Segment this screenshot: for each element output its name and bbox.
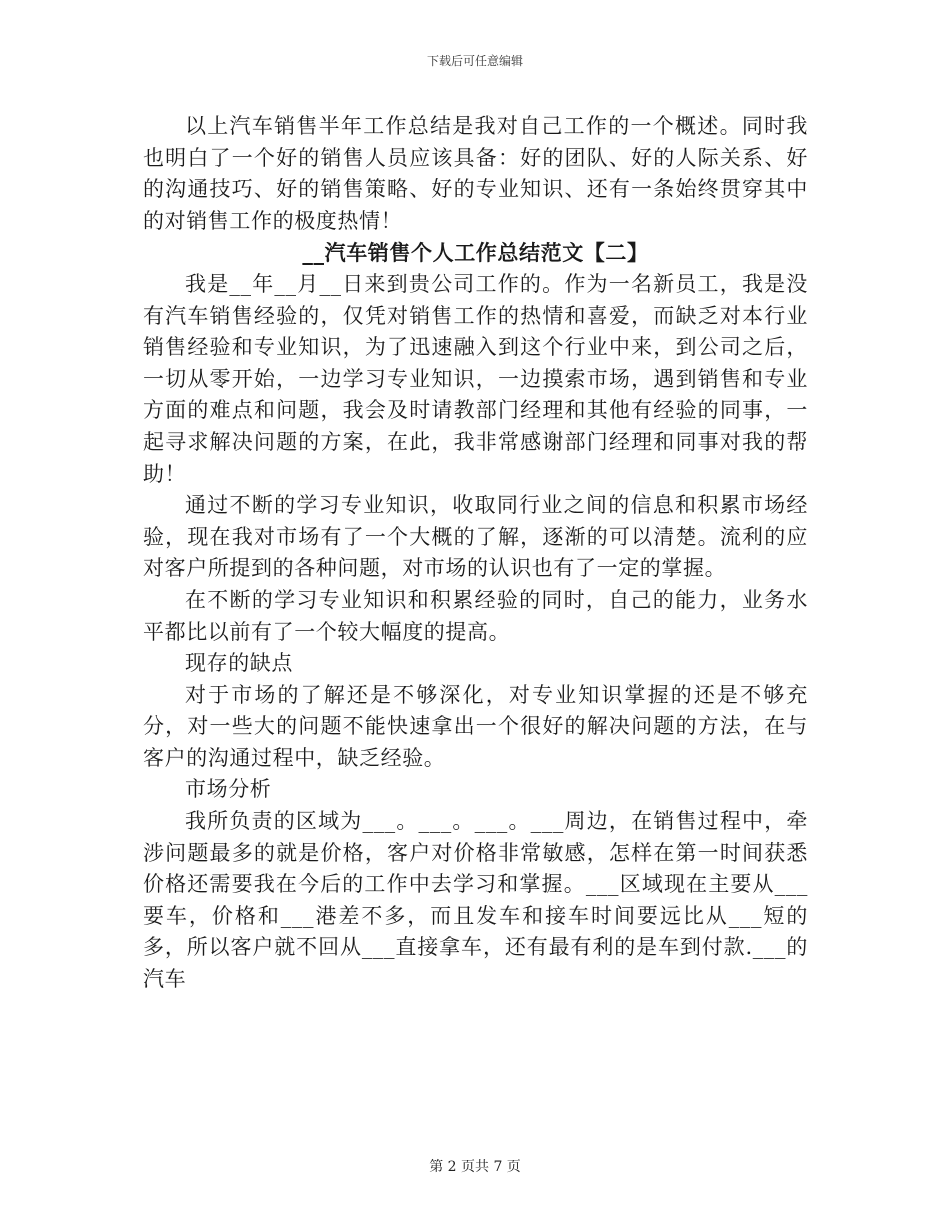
subheading-shortcomings: 现存的缺点 — [185, 651, 293, 676]
paragraph-learning: 通过不断的学习专业知识，收取同行业之间的信息和积累市场经验，现在我对市场有了一个大概的了解，逐渐的可以清楚。流利的应对客户所提到的各种问题，对市场的认识也有了一定的掌握。 — [143, 493, 808, 581]
paragraph-intro: 我是__年__月__日来到贵公司工作的。作为一名新员工，我是没有汽车销售经验的，仅凭对销售工作的热情和喜爱，而缺乏对本行业销售经验和专业知识，为了迅速融入到这个行业中来，到公司之后，一切从零开始，一边学习专业知识，一边摸索市场，遇到销售和专业方面的难点和问题，我会及时请教部门经理和其他有经验的同事，一起寻求解决问题的方案，在此，我非常感谢部门经理和同事对我的帮助！ — [143, 271, 808, 486]
paragraph-shortcomings: 对于市场的了解还是不够深化，对专业知识掌握的还是不够充分，对一些大的问题不能快速拿出一个很好的解决问题的方法，在与客户的沟通过程中，缺乏经验。 — [143, 682, 808, 770]
page-footer: 第 2 页共 7 页 — [429, 1159, 521, 1175]
section-heading: __汽车销售个人工作总结范文【二】 — [302, 240, 649, 266]
paragraph-market-analysis: 我所负责的区域为___。___。___。___周边，在销售过程中，牵涉问题最多的就是价格，客户对价格非常敏感，怎样在第一时间获悉价格还需要我在今后的工作中去学习和掌握。___区域现在主要从___要车，价格和___港差不多，而且发车和接车时间要远比从___短的多，所以客户就不回从___直接拿车，还有最有利的是车到付款.___的汽车 — [143, 809, 808, 992]
subheading-market-analysis: 市场分析 — [185, 777, 272, 802]
paragraph-summary: 以上汽车销售半年工作总结是我对自己工作的一个概述。同时我也明白了一个好的销售人员应该具备：好的团队、好的人际关系、好的沟通技巧、好的销售策略、好的专业知识、还有一条始终贯穿其中的对销售工作的极度热情！ — [143, 114, 808, 233]
paragraph-improvement: 在不断的学习专业知识和积累经验的同时，自己的能力，业务水平都比以前有了一个较大幅度的提高。 — [143, 587, 808, 644]
page-header: 下载后可任意编辑 — [426, 54, 523, 68]
document-body — [143, 111, 808, 996]
